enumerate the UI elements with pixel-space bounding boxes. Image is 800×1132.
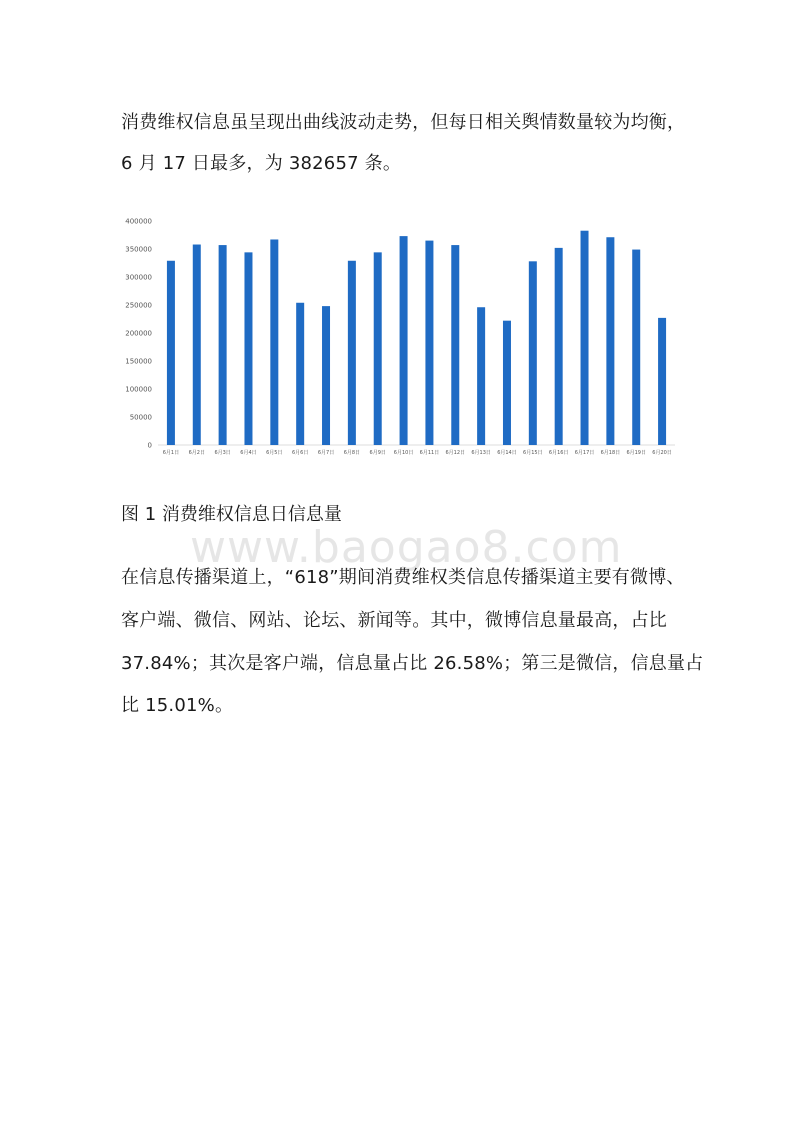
bar: [270, 239, 278, 445]
y-tick-label: 50000: [129, 413, 152, 422]
x-tick-label: 6月11日: [419, 450, 440, 456]
x-tick-label: 6月15日: [523, 450, 543, 456]
y-tick-label: 400000: [125, 217, 152, 226]
bar: [219, 245, 227, 445]
y-tick-label: 150000: [125, 357, 152, 366]
watermark-text: www.baogao8.com: [190, 522, 623, 573]
bar: [529, 261, 537, 445]
y-tick-label: 0: [147, 441, 152, 450]
bar: [477, 307, 485, 445]
bar: [296, 303, 304, 445]
x-tick-label: 6月4日: [240, 450, 257, 456]
y-tick-label: 200000: [125, 329, 152, 338]
bar: [322, 306, 330, 445]
x-tick-label: 6月1日: [162, 450, 180, 456]
x-tick-label: 6月19日: [626, 450, 646, 456]
y-tick-label: 300000: [125, 273, 152, 282]
x-tick-label: 6月18日: [600, 450, 621, 456]
bar: [451, 245, 459, 445]
x-tick-label: 6月2日: [188, 450, 205, 456]
x-tick-label: 6月20日: [652, 450, 672, 456]
bar: [244, 252, 252, 445]
paragraph-2-line-4: 比 15.01%。: [121, 695, 234, 716]
x-tick-label: 6月8日: [343, 450, 361, 456]
bar: [555, 248, 563, 445]
x-tick-label: 6月5日: [266, 450, 283, 456]
x-tick-label: 6月16日: [548, 450, 569, 456]
x-tick-label: 6月17日: [574, 450, 595, 456]
paragraph-2-line-2: 客户端、微信、网站、论坛、新闻等。其中，微博信息量最高，占比: [121, 610, 667, 631]
x-tick-label: 6月6日: [291, 450, 309, 456]
x-tick-label: 6月9日: [369, 450, 386, 456]
paragraph-2-line-3: 37.84%；其次是客户端，信息量占比 26.58%；第三是微信，信息量占: [121, 653, 704, 674]
y-tick-label: 350000: [125, 245, 152, 254]
figure-caption: 图 1 消费维权信息日信息量: [121, 504, 342, 525]
bar: [581, 231, 589, 445]
bar: [503, 321, 511, 445]
y-tick-label: 100000: [125, 385, 152, 394]
x-tick-label: 6月10日: [393, 450, 414, 456]
bar: [348, 261, 356, 445]
x-tick-label: 6月12日: [445, 450, 466, 456]
paragraph-1-line-1: 消费维权信息虽呈现出曲线波动走势，但每日相关舆情数量较为均衡，: [121, 112, 686, 133]
y-tick-label: 250000: [125, 301, 152, 310]
bar: [606, 237, 614, 445]
paragraph-1-line-2: 6 月 17 日最多，为 382657 条。: [121, 153, 402, 174]
daily-volume-bar-chart: [110, 205, 680, 465]
x-tick-label: 6月14日: [497, 450, 517, 456]
bar: [658, 318, 666, 445]
x-tick-label: 6月7日: [317, 450, 335, 456]
bar: [632, 250, 640, 445]
x-tick-label: 6月3日: [214, 450, 231, 456]
bar: [400, 236, 408, 445]
paragraph-2-line-1: 在信息传播渠道上，“618”期间消费维权类信息传播渠道主要有微博、: [121, 567, 685, 588]
bar: [193, 245, 201, 445]
bar: [374, 252, 382, 445]
x-tick-label: 6月13日: [471, 450, 491, 456]
bar: [167, 261, 175, 445]
bar: [425, 241, 433, 445]
